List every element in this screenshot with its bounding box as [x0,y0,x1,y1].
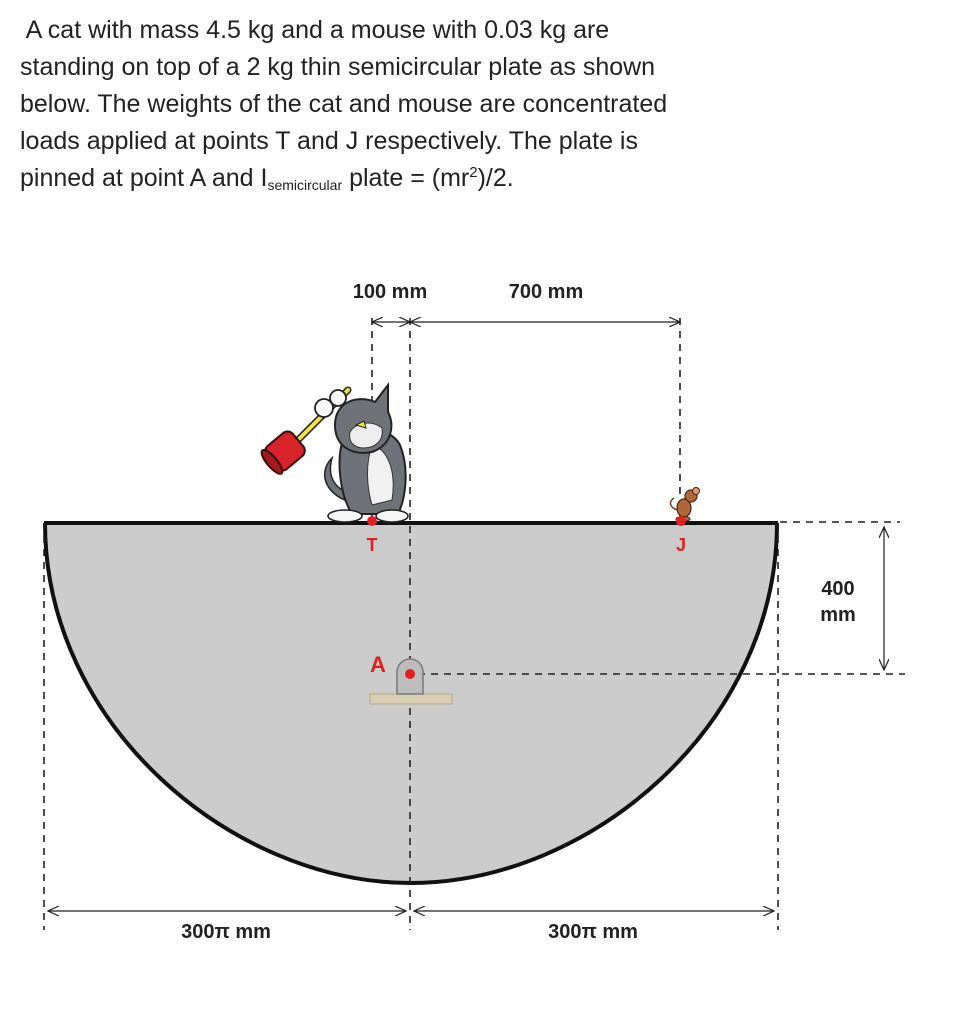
dim-label-bottom-right: 300π mm [548,921,638,943]
problem-line-4: loads applied at points T and J respectively. The plate is [20,127,638,155]
cat-foot-right [376,510,408,522]
point-J-label: J [675,535,687,555]
dim-label-400-value: 400 [821,578,855,600]
cat-with-hammer-illustration [259,385,408,522]
cat-foot-left [328,510,362,522]
line5-pre: pinned at point A and I [20,164,268,192]
point-T-label: T [366,535,378,555]
cat-glove-2 [330,390,346,406]
point-T-marker [367,516,377,526]
line5-sup: 2 [469,164,478,181]
line5-mid: plate = (mr [342,164,470,192]
point-J-marker [676,516,686,526]
mouse-ear [693,488,700,495]
mouse-illustration [671,488,700,522]
point-A-marker [405,669,415,679]
problem-line-3: below. The weights of the cat and mouse are concentrated [20,90,668,118]
line5-post: )/2. [477,164,514,192]
dim-label-100mm: 100 mm [352,281,428,303]
dim-label-400-unit: mm [820,604,856,626]
pin-base-plate [370,694,452,704]
line5-sub: semicircular [267,177,343,193]
dim-label-700mm: 700 mm [508,281,584,303]
problem-line-1: A cat with mass 4.5 kg and a mouse with 0.03 kg are [20,16,610,44]
dim-label-bottom-left: 300π mm [181,921,271,943]
problem-line-2: standing on top of a 2 kg thin semicircular plate as shown [20,53,656,81]
point-A-label: A [370,652,386,677]
